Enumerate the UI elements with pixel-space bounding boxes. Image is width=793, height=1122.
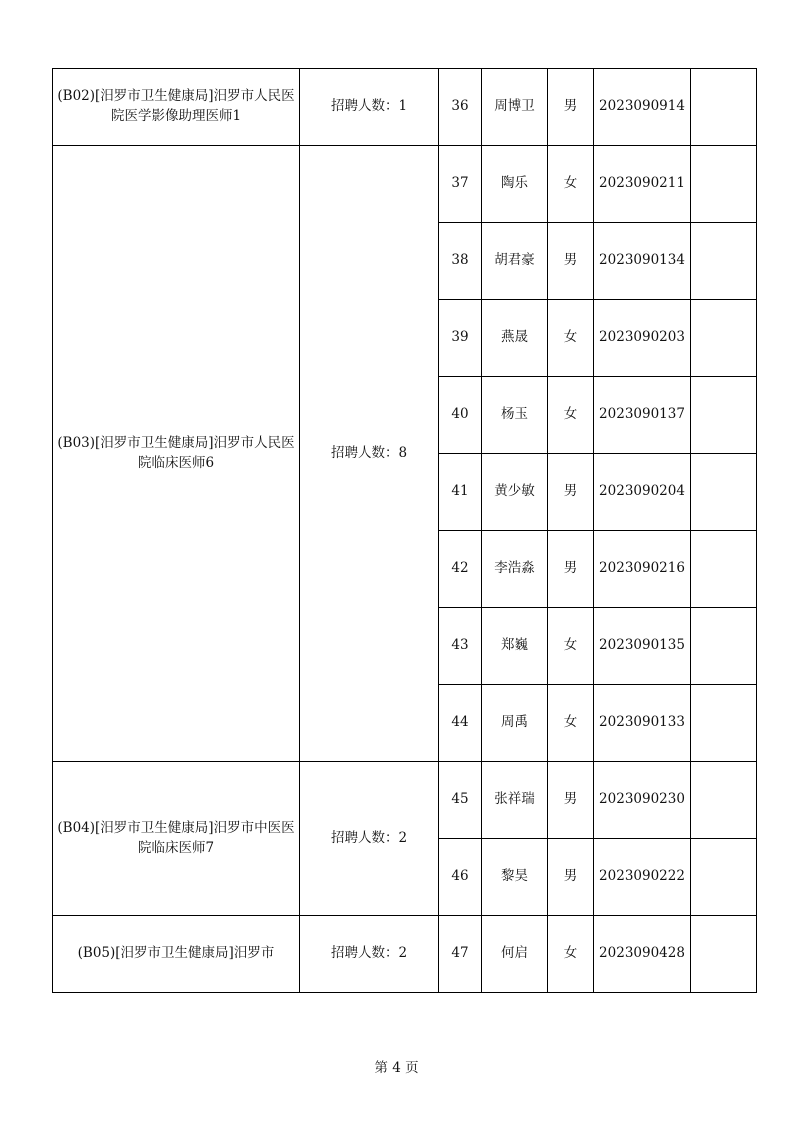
- row-number: 36: [439, 69, 482, 146]
- candidate-gender: 男: [548, 762, 594, 839]
- remark-cell: [691, 69, 757, 146]
- exam-id: 2023090135: [594, 608, 691, 685]
- exam-id: 2023090133: [594, 685, 691, 762]
- table-row: [53, 69, 757, 146]
- candidate-name: 黄少敏: [482, 454, 548, 531]
- exam-id: 2023090211: [594, 146, 691, 223]
- position-title: (B04)[汨罗市卫生健康局]汨罗市中医医院临床医师7: [53, 762, 300, 916]
- exam-id: 2023090203: [594, 300, 691, 377]
- remark-cell: [691, 839, 757, 916]
- candidate-name: 何启: [482, 916, 548, 993]
- row-number: 46: [439, 839, 482, 916]
- table-row: [53, 916, 757, 993]
- candidate-gender: 男: [548, 223, 594, 300]
- candidate-name: 胡君豪: [482, 223, 548, 300]
- row-number: 38: [439, 223, 482, 300]
- candidate-gender: 女: [548, 146, 594, 223]
- candidate-name: 陶乐: [482, 146, 548, 223]
- row-number: 43: [439, 608, 482, 685]
- remark-cell: [691, 300, 757, 377]
- row-number: 47: [439, 916, 482, 993]
- table-row: [53, 146, 757, 223]
- remark-cell: [691, 762, 757, 839]
- exam-id: 2023090204: [594, 454, 691, 531]
- remark-cell: [691, 377, 757, 454]
- candidate-name: 周博卫: [482, 69, 548, 146]
- candidate-table-body: [53, 69, 757, 993]
- exam-id: 2023090137: [594, 377, 691, 454]
- row-number: 41: [439, 454, 482, 531]
- candidate-gender: 女: [548, 685, 594, 762]
- position-title: (B05)[汨罗市卫生健康局]汨罗市: [53, 916, 300, 993]
- exam-id: 2023090914: [594, 69, 691, 146]
- candidate-name: 郑巍: [482, 608, 548, 685]
- candidate-gender: 女: [548, 300, 594, 377]
- remark-cell: [691, 223, 757, 300]
- row-number: 45: [439, 762, 482, 839]
- exam-id: 2023090134: [594, 223, 691, 300]
- row-number: 37: [439, 146, 482, 223]
- candidate-gender: 女: [548, 916, 594, 993]
- candidate-name: 张祥瑞: [482, 762, 548, 839]
- page-number: 第 4 页: [374, 1060, 419, 1076]
- exam-id: 2023090216: [594, 531, 691, 608]
- remark-cell: [691, 531, 757, 608]
- exam-id: 2023090428: [594, 916, 691, 993]
- row-number: 44: [439, 685, 482, 762]
- candidate-gender: 男: [548, 531, 594, 608]
- candidate-name: 周禹: [482, 685, 548, 762]
- remark-cell: [691, 454, 757, 531]
- candidate-gender: 男: [548, 839, 594, 916]
- recruit-quota: 招聘人数：8: [300, 146, 439, 762]
- recruit-quota: 招聘人数：1: [300, 69, 439, 146]
- position-title: (B03)[汨罗市卫生健康局]汨罗市人民医院临床医师6: [53, 146, 300, 762]
- candidate-table: [52, 68, 757, 993]
- candidate-name: 杨玉: [482, 377, 548, 454]
- position-title: (B02)[汨罗市卫生健康局]汨罗市人民医院医学影像助理医师1: [53, 69, 300, 146]
- remark-cell: [691, 608, 757, 685]
- candidate-gender: 男: [548, 454, 594, 531]
- remark-cell: [691, 146, 757, 223]
- candidate-name: 燕晟: [482, 300, 548, 377]
- recruit-quota: 招聘人数：2: [300, 762, 439, 916]
- row-number: 42: [439, 531, 482, 608]
- recruit-quota: 招聘人数：2: [300, 916, 439, 993]
- candidate-gender: 女: [548, 377, 594, 454]
- candidate-name: 李浩淼: [482, 531, 548, 608]
- remark-cell: [691, 916, 757, 993]
- candidate-gender: 女: [548, 608, 594, 685]
- table-row: [53, 762, 757, 839]
- remark-cell: [691, 685, 757, 762]
- exam-id: 2023090230: [594, 762, 691, 839]
- exam-id: 2023090222: [594, 839, 691, 916]
- candidate-gender: 男: [548, 69, 594, 146]
- candidate-name: 黎昊: [482, 839, 548, 916]
- row-number: 40: [439, 377, 482, 454]
- row-number: 39: [439, 300, 482, 377]
